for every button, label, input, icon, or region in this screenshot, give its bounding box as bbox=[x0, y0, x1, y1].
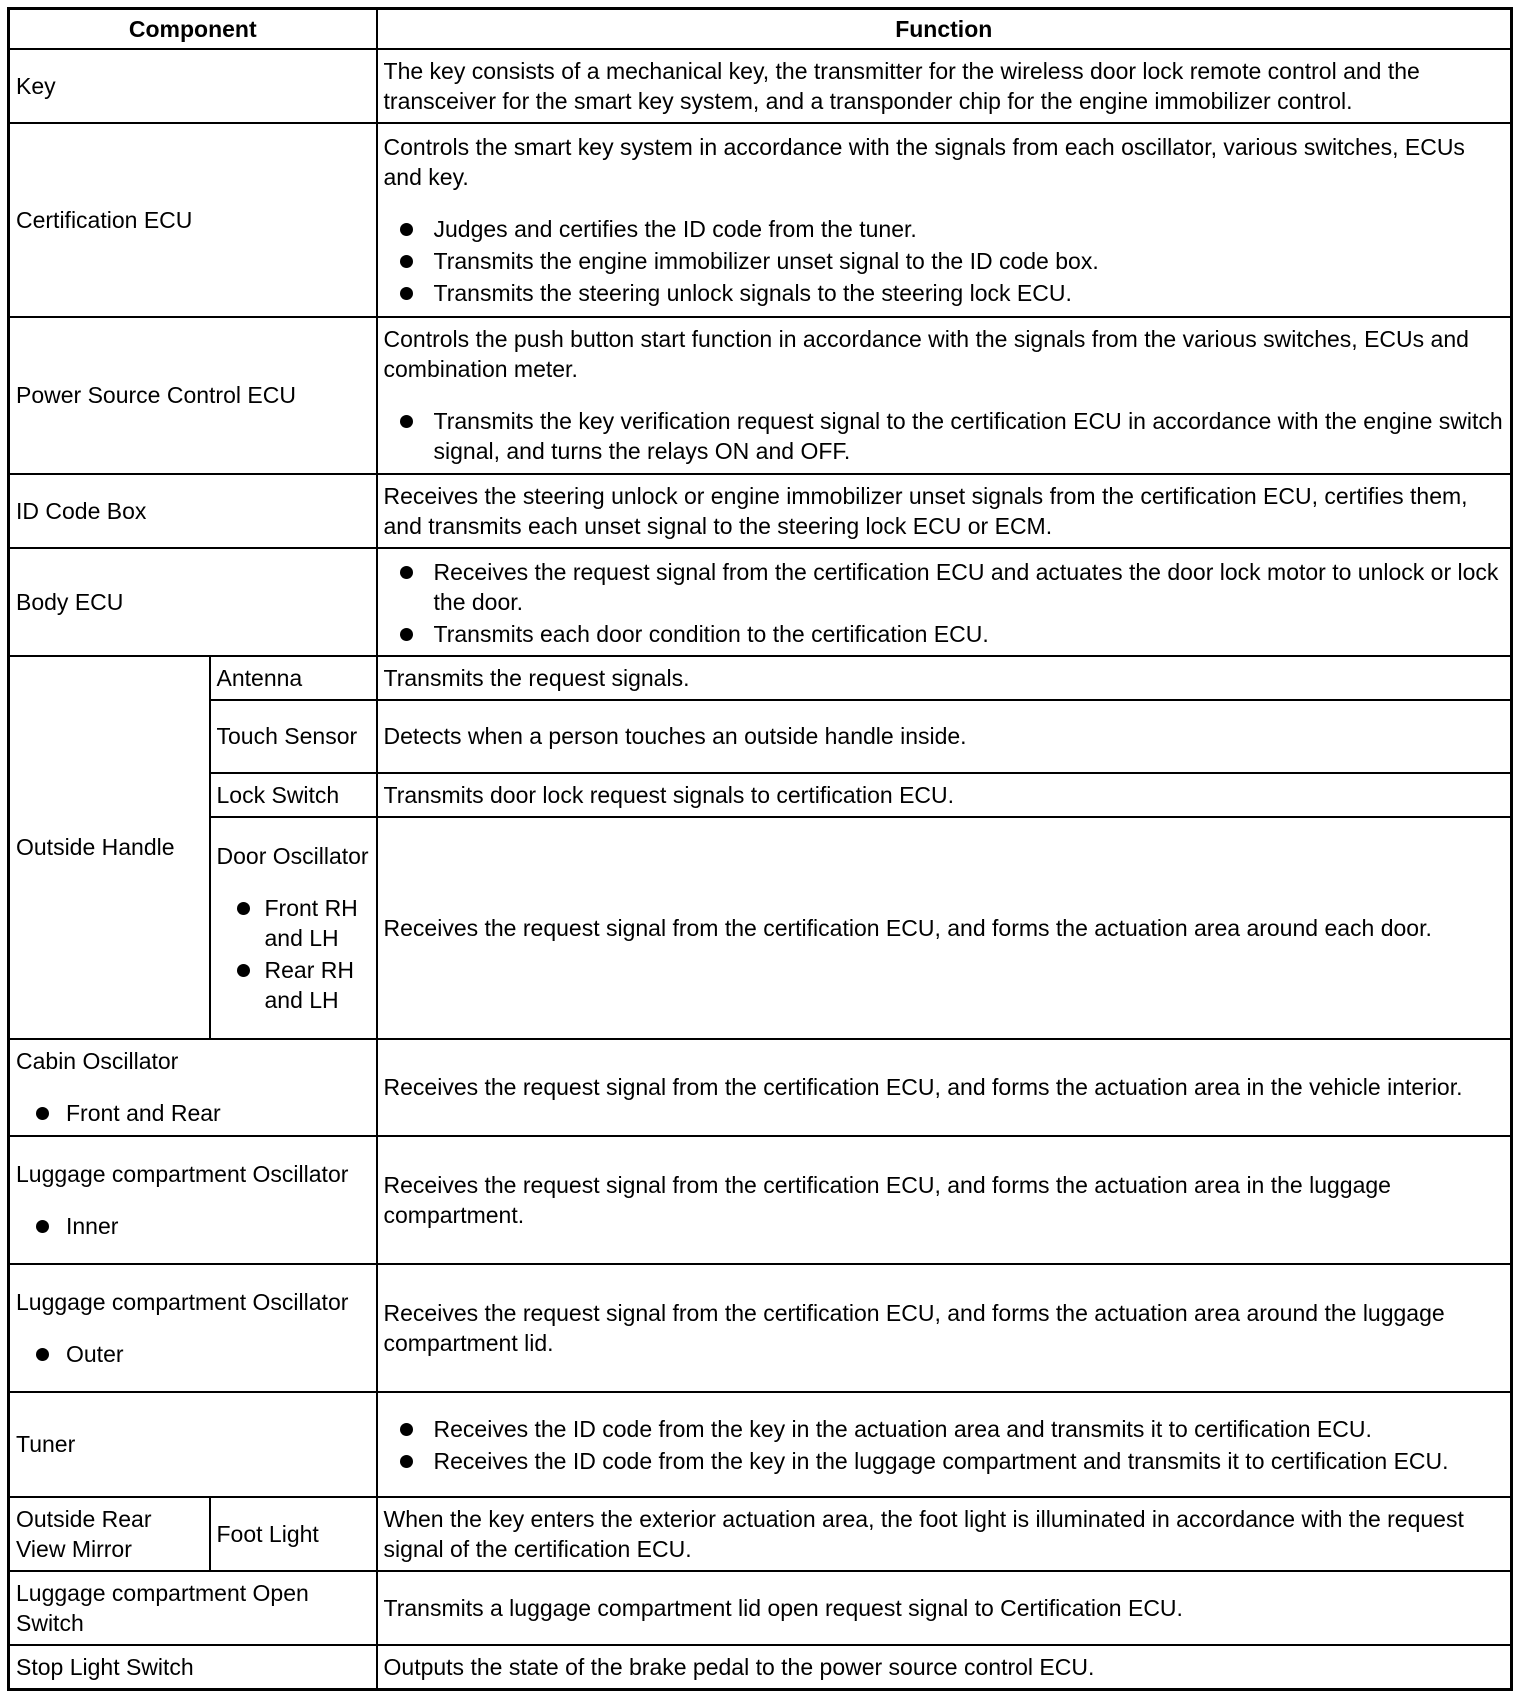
table-row bbox=[9, 1497, 1512, 1571]
list-item bbox=[16, 1211, 370, 1241]
table-row bbox=[9, 1264, 1512, 1392]
table-row bbox=[9, 548, 1512, 656]
component-cell: Tuner bbox=[9, 1392, 377, 1497]
bullet-text: Transmits the key verification request signal to the certification ECU in accordance with the engine switch signal, and turns the relays ON and OFF. bbox=[433, 408, 1503, 464]
component-cell bbox=[9, 1264, 377, 1392]
function-cell: Receives the request signal from the certification ECU, and forms the actuation area around the luggage compartment lid. bbox=[377, 1264, 1512, 1392]
function-cell: Transmits door lock request signals to certification ECU. bbox=[377, 773, 1512, 817]
table-row bbox=[9, 317, 1512, 474]
bullet-text: Transmits each door condition to the certification ECU. bbox=[433, 620, 989, 647]
list-item bbox=[384, 1446, 1504, 1476]
bullet-text: Inner bbox=[66, 1212, 119, 1239]
table-row bbox=[9, 1571, 1512, 1645]
component-cell: Outside Rear View Mirror bbox=[9, 1497, 210, 1571]
table-row bbox=[9, 1392, 1512, 1497]
function-cell: Receives the request signal from the certification ECU, and forms the actuation area in the luggage compartment. bbox=[377, 1136, 1512, 1264]
subcomponent-cell bbox=[210, 817, 377, 1039]
list-item bbox=[16, 1339, 370, 1369]
list-item bbox=[217, 955, 370, 1015]
list-item bbox=[16, 1098, 370, 1128]
component-cell: Key bbox=[9, 49, 377, 123]
bullet-icon bbox=[237, 964, 250, 977]
table-header-row bbox=[9, 9, 1512, 49]
header-function: Function bbox=[377, 9, 1512, 49]
function-cell bbox=[377, 317, 1512, 474]
component-label: Cabin Oscillator bbox=[16, 1048, 179, 1074]
table-row bbox=[9, 1136, 1512, 1264]
bullet-icon bbox=[400, 628, 413, 641]
bullet-list bbox=[16, 1098, 370, 1128]
bullet-text: Front RH and LH bbox=[264, 894, 358, 951]
bullet-icon bbox=[36, 1107, 49, 1120]
component-label: Luggage compartment Oscillator bbox=[16, 1160, 349, 1187]
function-cell: Receives the steering unlock or engine immobilizer unset signals from the certification ECU, certifies them, and transmits each unset signal to the steering lock ECU or ECM. bbox=[377, 474, 1512, 548]
bullet-text: Transmits the steering unlock signals to the steering lock ECU. bbox=[433, 279, 1072, 306]
bullet-text: Judges and certifies the ID code from the tuner. bbox=[433, 215, 917, 242]
function-cell bbox=[377, 548, 1512, 656]
component-cell bbox=[9, 1136, 377, 1264]
component-cell: Stop Light Switch bbox=[9, 1645, 377, 1690]
bullet-text: Receives the request signal from the certification ECU and actuates the door lock motor to unlock or lock the door. bbox=[433, 558, 1499, 615]
function-cell: Transmits a luggage compartment lid open request signal to Certification ECU. bbox=[377, 1571, 1512, 1645]
subcomponent-label: Door Oscillator bbox=[216, 842, 369, 869]
function-cell bbox=[377, 1392, 1512, 1497]
list-item bbox=[217, 893, 370, 953]
bullet-text: Front and Rear bbox=[66, 1100, 221, 1126]
bullet-text: Receives the ID code from the key in the actuation area and transmits it to certification ECU. bbox=[433, 1416, 1372, 1442]
bullet-list bbox=[384, 557, 1504, 649]
function-cell: Receives the request signal from the certification ECU, and forms the actuation area in the vehicle interior. bbox=[377, 1039, 1512, 1136]
bullet-icon bbox=[400, 566, 413, 579]
table-row bbox=[9, 49, 1512, 123]
bullet-icon bbox=[36, 1220, 49, 1233]
bullet-icon bbox=[400, 255, 413, 268]
bullet-text: Rear RH and LH bbox=[264, 956, 354, 1013]
list-item bbox=[384, 406, 1504, 466]
bullet-text: Outer bbox=[66, 1340, 124, 1367]
table-row bbox=[9, 773, 1512, 817]
function-cell: When the key enters the exterior actuation area, the foot light is illuminated in accordance with the request signal of the certification ECU. bbox=[377, 1497, 1512, 1571]
subcomponent-cell: Lock Switch bbox=[210, 773, 377, 817]
function-cell: Transmits the request signals. bbox=[377, 656, 1512, 700]
bullet-icon bbox=[400, 1423, 413, 1436]
list-item bbox=[384, 214, 1504, 244]
table-row bbox=[9, 1039, 1512, 1136]
table-row bbox=[9, 474, 1512, 548]
list-item bbox=[384, 1414, 1504, 1444]
function-cell: Receives the request signal from the certification ECU, and forms the actuation area around each door. bbox=[377, 817, 1512, 1039]
bullet-list bbox=[384, 214, 1504, 308]
component-cell: Outside Handle bbox=[9, 656, 210, 1039]
function-cell bbox=[377, 123, 1512, 317]
table-row bbox=[9, 123, 1512, 317]
component-cell: Certification ECU bbox=[9, 123, 377, 317]
component-cell bbox=[9, 1039, 377, 1136]
component-function-table bbox=[7, 7, 1513, 1691]
subcomponent-cell: Antenna bbox=[210, 656, 377, 700]
bullet-list bbox=[384, 1414, 1504, 1476]
bullet-icon bbox=[400, 223, 413, 236]
bullet-icon bbox=[400, 1455, 413, 1468]
bullet-text: Transmits the engine immobilizer unset signal to the ID code box. bbox=[433, 247, 1099, 274]
function-cell: The key consists of a mechanical key, the transmitter for the wireless door lock remote control and the transceiver for the smart key system, and a transponder chip for the engine immobilizer control. bbox=[377, 49, 1512, 123]
bullet-icon bbox=[36, 1348, 49, 1361]
bullet-icon bbox=[400, 415, 413, 428]
table-row bbox=[9, 656, 1512, 700]
function-text: Controls the smart key system in accordance with the signals from each oscillator, various switches, ECUs and key. bbox=[383, 133, 1465, 190]
component-cell: ID Code Box bbox=[9, 474, 377, 548]
list-item bbox=[384, 278, 1504, 308]
bullet-list bbox=[16, 1339, 370, 1369]
bullet-text: Receives the ID code from the key in the luggage compartment and transmits it to certification ECU. bbox=[433, 1448, 1449, 1474]
header-component: Component bbox=[9, 9, 377, 49]
function-cell: Detects when a person touches an outside handle inside. bbox=[377, 700, 1512, 773]
table-row bbox=[9, 817, 1512, 1039]
function-text: Controls the push button start function in accordance with the signals from the various switches, ECUs and combination meter. bbox=[383, 326, 1469, 382]
list-item bbox=[384, 557, 1504, 617]
bullet-list bbox=[384, 406, 1504, 466]
bullet-list bbox=[217, 893, 370, 1015]
component-cell: Power Source Control ECU bbox=[9, 317, 377, 474]
component-label: Luggage compartment Oscillator bbox=[16, 1288, 349, 1315]
list-item bbox=[384, 619, 1504, 649]
bullet-list bbox=[16, 1211, 370, 1241]
component-cell: Luggage compartment Open Switch bbox=[9, 1571, 377, 1645]
table-row bbox=[9, 700, 1512, 773]
list-item bbox=[384, 246, 1504, 276]
function-cell: Outputs the state of the brake pedal to the power source control ECU. bbox=[377, 1645, 1512, 1690]
subcomponent-cell: Touch Sensor bbox=[210, 700, 377, 773]
bullet-icon bbox=[237, 902, 250, 915]
bullet-icon bbox=[400, 287, 413, 300]
component-cell: Body ECU bbox=[9, 548, 377, 656]
subcomponent-cell: Foot Light bbox=[210, 1497, 377, 1571]
table-row bbox=[9, 1645, 1512, 1690]
